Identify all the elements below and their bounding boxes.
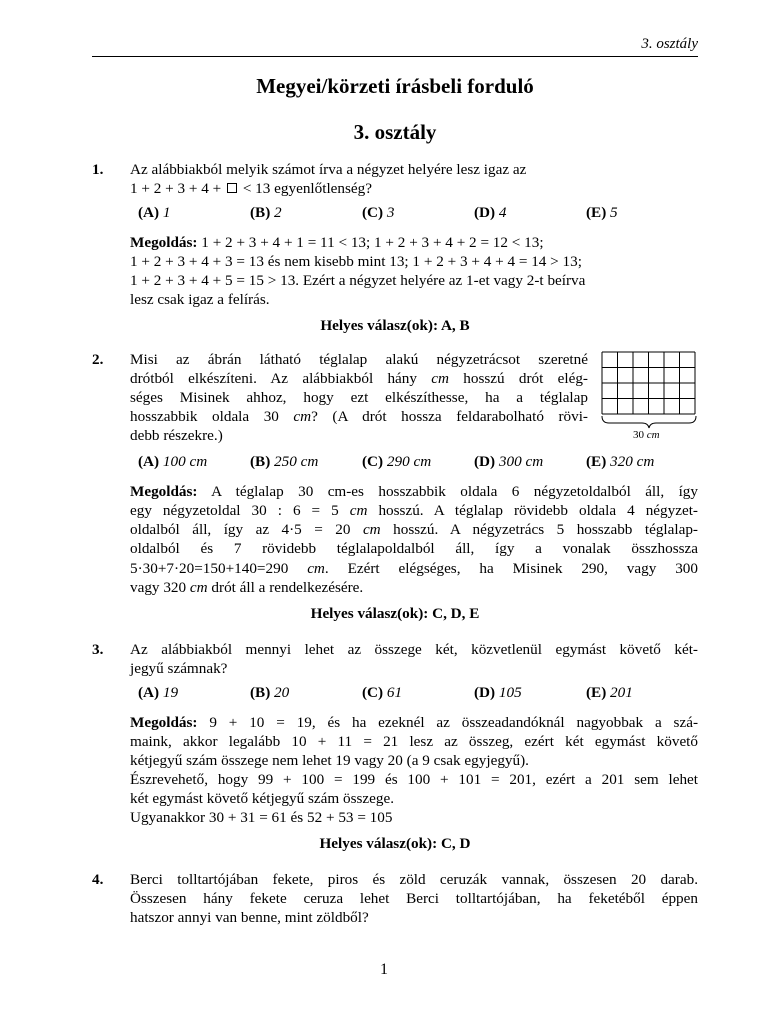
grid-figure — [600, 350, 700, 442]
problem-1-number: 1. — [92, 161, 104, 178]
option-label: (D) — [474, 204, 496, 221]
unit-text: cm — [349, 502, 368, 519]
problem-2-solution-line-4: oldalból és 7 rövidebb téglalapoldalból áll, így a vonalak összhossza — [130, 540, 698, 557]
problem-3-solution-line-6: Ugyanakkor 30 + 31 = 61 és 52 + 53 = 105 — [130, 809, 393, 826]
solution-label: Megoldás: — [130, 483, 198, 500]
problem-1-question-line-1: Az alábbiakból melyik számot írva a négyzet helyére lesz igaz az — [130, 161, 527, 178]
problem-3-solution-line-4: Észrevehető, hogy 99 + 100 = 199 és 100 + 101 = 201, ezért a 201 sem lehet — [130, 771, 698, 788]
empty-square-icon — [227, 183, 237, 193]
solution-text: 9 + 10 = 19, és ha ezeknél az összeadandóknál nagyobbak a szá- — [209, 714, 699, 731]
problem-2-question-line-3: séges Misinek ahhoz, hogy ezt elkészíthesse, ha a téglalap — [130, 389, 588, 406]
option-label: (B) — [250, 204, 271, 221]
problem-3-solution-line-3: kétjegyű szám összege nem lehet 19 vagy 20 (a 9 csak egyjegyű). — [130, 752, 529, 769]
option-value: 290 cm — [386, 453, 432, 470]
problem-4-question-line-2: Összesen hány fekete ceruza lehet Berci tolltartójában, ha feketéből éppen — [130, 890, 698, 907]
problem-3-answer: Helyes válasz(ok): C, D — [319, 835, 471, 852]
problem-2-answer: Helyes válasz(ok): C, D, E — [310, 605, 480, 622]
problem-2-question-line-2: drótból elkészíteni. Az alábbiakból hány cm hosszú drót elég- — [130, 370, 588, 387]
unit-text: cm — [189, 579, 208, 596]
problem-2-solution-line-1 — [130, 482, 698, 501]
solution-text: 1 + 2 + 3 + 4 + 1 = 11 < 13; 1 + 2 + 3 + 4 + 2 = 12 < 13; — [201, 234, 544, 251]
unit-text: cm — [307, 560, 325, 577]
problem-2-question-line-4: hosszabbik oldala 30 cm? (A drót hossza feldarabolható rövi- — [130, 408, 588, 425]
running-header: 3. osztály — [641, 36, 698, 52]
option-label: (A) — [138, 684, 160, 701]
problem-2-number: 2. — [92, 351, 104, 368]
option-label: (E) — [586, 684, 607, 701]
header-rule — [92, 56, 698, 57]
problem-2-option-d[interactable] — [474, 452, 543, 471]
option-label: (A) — [138, 204, 160, 221]
grade-title: 3. osztály — [353, 120, 437, 144]
problem-2-solution-line-3: oldalból áll, így az 4·5 = 20 cm hosszú. A négyzetrács 5 hosszabb téglalap- — [130, 521, 698, 538]
option-label: (A) — [138, 453, 160, 470]
problem-1-option-d[interactable] — [474, 203, 506, 222]
problem-1-solution-line-1 — [130, 233, 544, 252]
option-value: 19 — [162, 684, 179, 701]
option-label: (D) — [474, 453, 496, 470]
problem-4-question-line-3: hatszor annyi van benne, mint zöldből? — [130, 909, 369, 926]
option-label: (C) — [362, 204, 384, 221]
problem-3-option-e[interactable] — [586, 683, 633, 702]
problem-3-question-line-2: jegyű számnak? — [130, 660, 228, 677]
option-value: 300 cm — [498, 453, 544, 470]
grid-caption-unit: cm — [646, 429, 660, 441]
option-value: 2 — [274, 204, 282, 221]
problem-3-solution-line-5: két egymást követő kétjegyű szám összege. — [130, 790, 395, 807]
problem-3-option-a[interactable] — [138, 683, 178, 702]
problem-3-option-d[interactable] — [474, 683, 522, 702]
option-label: (C) — [362, 684, 384, 701]
problem-1-solution-line-2: 1 + 2 + 3 + 4 + 3 = 13 és nem kisebb mint 13; 1 + 2 + 3 + 4 + 4 = 14 > 13; — [130, 253, 582, 270]
solution-text: A téglalap 30 cm-es hosszabbik oldala 6 négyzetoldalból áll, így — [211, 483, 698, 500]
problem-1-solution-line-3: 1 + 2 + 3 + 4 + 5 = 15 > 13. Ezért a négyzet helyére az 1-et vagy 2-t beírva — [130, 272, 586, 289]
problem-1-solution-line-4: lesz csak igaz a felírás. — [130, 291, 270, 308]
unit-text: cm — [293, 408, 312, 425]
problem-3-option-c[interactable] — [362, 683, 402, 702]
option-label: (B) — [250, 684, 271, 701]
solution-label: Megoldás: — [130, 714, 198, 731]
problem-2-option-c[interactable] — [362, 452, 431, 471]
problem-1-option-b[interactable] — [250, 203, 282, 222]
option-label: (D) — [474, 684, 496, 701]
problem-2-solution-line-2: egy négyzetoldal 30 : 6 = 5 cm hosszú. A téglalap rövidebb oldala 4 négyzet- — [130, 502, 698, 519]
option-value: 3 — [386, 204, 395, 221]
option-value: 250 cm — [274, 453, 319, 470]
problem-1-option-c[interactable] — [362, 203, 394, 222]
problem-1-equation-before: 1 + 2 + 3 + 4 + — [130, 180, 226, 197]
problem-3-number: 3. — [92, 641, 104, 658]
problem-4-question-line-1: Berci tolltartójában fekete, piros és zöld ceruzák vannak, összesen 20 darab. — [130, 871, 698, 888]
unit-text: cm — [431, 370, 449, 387]
option-value: 4 — [498, 204, 507, 221]
problem-2-question-line-1: Misi az ábrán látható téglalap alakú négyzetrácsot szeretné — [130, 351, 588, 368]
problem-1-answer: Helyes válasz(ok): A, B — [320, 317, 470, 334]
option-value: 5 — [610, 204, 618, 221]
problem-2-option-b[interactable] — [250, 452, 318, 471]
option-value: 105 — [498, 684, 522, 701]
option-value: 320 cm — [610, 453, 655, 470]
unit-text: cm — [362, 521, 381, 538]
grid-caption-number: 30 — [633, 429, 644, 441]
problem-2-solution-line-6: vagy 320 cm drót áll a rendelkezésére. — [130, 579, 364, 596]
problem-3-option-b[interactable] — [250, 683, 289, 702]
option-label: (E) — [586, 204, 607, 221]
brace-icon — [602, 416, 696, 428]
problem-2-option-a[interactable] — [138, 452, 207, 471]
problem-1-question-line-2 — [130, 179, 372, 198]
problem-3-solution-line-2: maink, akkor legalább 10 + 11 = 21 lesz az összeg, ezért két egymást követő — [130, 733, 698, 750]
option-value: 201 — [610, 684, 633, 701]
solution-label: Megoldás: — [130, 234, 198, 251]
problem-3-solution-line-1 — [130, 713, 698, 732]
problem-4-number: 4. — [92, 871, 104, 888]
problem-2-question-line-5: debb részekre.) — [130, 427, 223, 444]
grid-lines — [602, 352, 695, 414]
problem-1-equation-after: < 13 egyenlőtlenség? — [239, 180, 372, 197]
problem-1-option-a[interactable] — [138, 203, 170, 222]
problem-3-question-line-1: Az alábbiakból mennyi lehet az összege két, közvetlenül egymást követő két- — [130, 641, 698, 658]
problem-1-option-e[interactable] — [586, 203, 618, 222]
option-value: 20 — [274, 684, 290, 701]
option-value: 1 — [162, 204, 171, 221]
option-label: (B) — [250, 453, 271, 470]
option-label: (E) — [586, 453, 607, 470]
page-number: 1 — [380, 961, 388, 978]
option-value: 100 cm — [162, 453, 208, 470]
main-title: Megyei/körzeti írásbeli forduló — [256, 74, 534, 98]
problem-2-option-e[interactable] — [586, 452, 654, 471]
problem-2-solution-line-5: 5·30+7·20=150+140=290 cm. Ezért elégséges, ha Misinek 290, vagy 300 — [130, 560, 698, 577]
option-label: (C) — [362, 453, 384, 470]
grid-caption — [633, 429, 660, 441]
option-value: 61 — [386, 684, 403, 701]
